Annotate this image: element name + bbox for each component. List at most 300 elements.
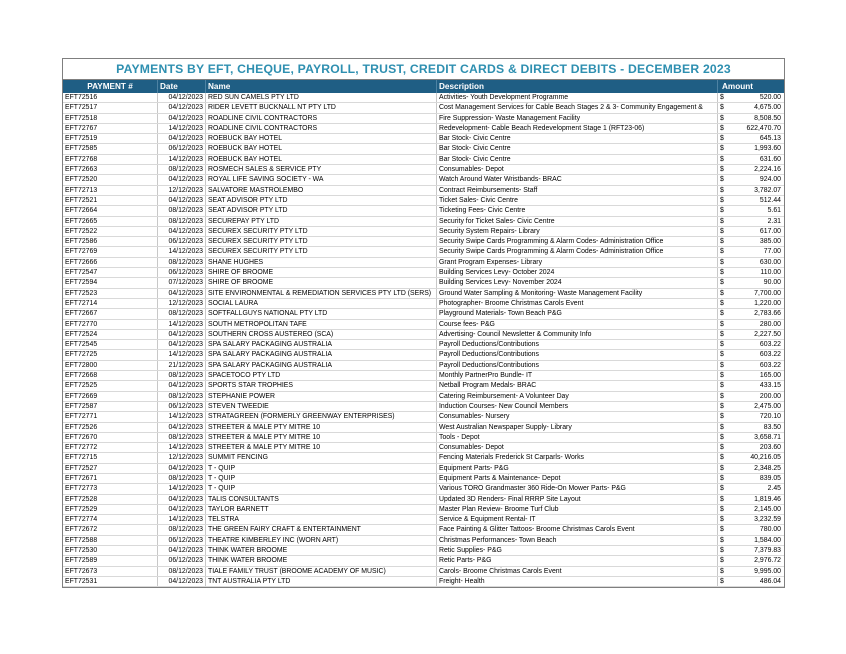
date-cell: 06/12/2023 bbox=[158, 144, 206, 153]
amount-cell bbox=[718, 144, 784, 153]
currency-symbol: $ bbox=[720, 547, 724, 555]
currency-symbol: $ bbox=[720, 464, 724, 472]
table-row bbox=[63, 196, 784, 206]
table-row bbox=[63, 206, 784, 216]
name-cell: SPA SALARY PACKAGING AUSTRALIA bbox=[206, 350, 437, 359]
payment-number-cell: EFT72770 bbox=[63, 320, 158, 329]
amount-cell bbox=[718, 423, 784, 432]
table-row bbox=[63, 340, 784, 350]
name-cell: RIDER LEVETT BUCKNALL NT PTY LTD bbox=[206, 103, 437, 112]
currency-symbol: $ bbox=[720, 279, 724, 287]
description-cell: Christmas Performances- Town Beach bbox=[437, 536, 718, 545]
amount-value: 280.00 bbox=[759, 320, 781, 328]
amount-value: 203.60 bbox=[759, 444, 781, 452]
name-cell: STRATAGREEN (FORMERLY GREENWAY ENTERPRISES) bbox=[206, 412, 437, 421]
currency-symbol: $ bbox=[720, 361, 724, 369]
description-cell: Payroll Deductions/Contributions bbox=[437, 340, 718, 349]
date-cell: 14/12/2023 bbox=[158, 515, 206, 524]
amount-cell bbox=[718, 381, 784, 390]
currency-symbol: $ bbox=[720, 238, 724, 246]
date-cell: 08/12/2023 bbox=[158, 258, 206, 267]
payment-number-cell: EFT72673 bbox=[63, 567, 158, 576]
table-row bbox=[63, 186, 784, 196]
name-cell: ROEBUCK BAY HOTEL bbox=[206, 155, 437, 164]
payment-number-cell: EFT72668 bbox=[63, 371, 158, 380]
name-cell: ROEBUCK BAY HOTEL bbox=[206, 134, 437, 143]
currency-symbol: $ bbox=[720, 526, 724, 534]
payment-number-cell: EFT72526 bbox=[63, 423, 158, 432]
currency-symbol: $ bbox=[720, 94, 724, 101]
amount-cell bbox=[718, 371, 784, 380]
currency-symbol: $ bbox=[720, 166, 724, 174]
name-cell: SALVATORE MASTROLEMBO bbox=[206, 186, 437, 195]
payment-number-cell: EFT72768 bbox=[63, 155, 158, 164]
amount-cell bbox=[718, 247, 784, 256]
table-row bbox=[63, 536, 784, 546]
description-cell: Retic Parts- P&G bbox=[437, 556, 718, 565]
currency-symbol: $ bbox=[720, 516, 724, 524]
description-cell: Course fees- P&G bbox=[437, 320, 718, 329]
amount-value: 90.00 bbox=[763, 279, 781, 287]
date-cell: 04/12/2023 bbox=[158, 114, 206, 123]
amount-value: 83.50 bbox=[763, 423, 781, 431]
description-cell: Security System Repairs- Library bbox=[437, 227, 718, 236]
table-row bbox=[63, 525, 784, 535]
amount-value: 2,976.72 bbox=[754, 557, 781, 565]
currency-symbol: $ bbox=[720, 299, 724, 307]
table-row bbox=[63, 320, 784, 330]
table-row bbox=[63, 114, 784, 124]
date-cell: 08/12/2023 bbox=[158, 474, 206, 483]
amount-value: 3,782.07 bbox=[754, 186, 781, 194]
date-cell: 04/12/2023 bbox=[158, 227, 206, 236]
date-cell: 14/12/2023 bbox=[158, 484, 206, 493]
amount-cell bbox=[718, 155, 784, 164]
amount-cell bbox=[718, 165, 784, 174]
date-cell: 08/12/2023 bbox=[158, 433, 206, 442]
header-name: Name bbox=[206, 80, 437, 93]
table-row bbox=[63, 484, 784, 494]
date-cell: 04/12/2023 bbox=[158, 464, 206, 473]
currency-symbol: $ bbox=[720, 269, 724, 277]
amount-cell bbox=[718, 196, 784, 205]
description-cell: Carols- Broome Christmas Carols Event bbox=[437, 567, 718, 576]
description-cell: Fire Suppression- Waste Management Facility bbox=[437, 114, 718, 123]
currency-symbol: $ bbox=[720, 135, 724, 143]
currency-symbol: $ bbox=[720, 351, 724, 359]
date-cell: 04/12/2023 bbox=[158, 423, 206, 432]
date-cell: 14/12/2023 bbox=[158, 443, 206, 452]
amount-cell bbox=[718, 124, 784, 133]
date-cell: 08/12/2023 bbox=[158, 206, 206, 215]
amount-value: 8,508.50 bbox=[754, 114, 781, 122]
table-row bbox=[63, 268, 784, 278]
name-cell: SPA SALARY PACKAGING AUSTRALIA bbox=[206, 361, 437, 370]
currency-symbol: $ bbox=[720, 536, 724, 544]
table-row bbox=[63, 247, 784, 257]
amount-value: 2.45 bbox=[767, 485, 781, 493]
date-cell: 14/12/2023 bbox=[158, 412, 206, 421]
name-cell: STREETER & MALE PTY MITRE 10 bbox=[206, 423, 437, 432]
description-cell: Induction Courses- New Council Members bbox=[437, 402, 718, 411]
amount-value: 7,700.00 bbox=[754, 289, 781, 297]
name-cell: SOFTFALLGUYS NATIONAL PTY LTD bbox=[206, 309, 437, 318]
amount-cell bbox=[718, 278, 784, 287]
amount-cell bbox=[718, 103, 784, 112]
table-row bbox=[63, 392, 784, 402]
name-cell: ROADLINE CIVIL CONTRACTORS bbox=[206, 124, 437, 133]
amount-cell bbox=[718, 453, 784, 462]
amount-value: 4,675.00 bbox=[754, 104, 781, 112]
currency-symbol: $ bbox=[720, 495, 724, 503]
date-cell: 08/12/2023 bbox=[158, 525, 206, 534]
table-row bbox=[63, 330, 784, 340]
amount-value: 2,348.25 bbox=[754, 464, 781, 472]
name-cell: TELSTRA bbox=[206, 515, 437, 524]
header-payment-number: PAYMENT # bbox=[63, 80, 158, 93]
currency-symbol: $ bbox=[720, 433, 724, 441]
amount-value: 2,227.50 bbox=[754, 330, 781, 338]
currency-symbol: $ bbox=[720, 196, 724, 204]
payment-number-cell: EFT72772 bbox=[63, 443, 158, 452]
date-cell: 04/12/2023 bbox=[158, 495, 206, 504]
payment-number-cell: EFT72670 bbox=[63, 433, 158, 442]
payment-number-cell: EFT72769 bbox=[63, 247, 158, 256]
name-cell: SHANE HUGHES bbox=[206, 258, 437, 267]
table-row bbox=[63, 144, 784, 154]
description-cell: West Australian Newspaper Supply- Library bbox=[437, 423, 718, 432]
name-cell: TAYLOR BARNETT bbox=[206, 505, 437, 514]
payment-number-cell: EFT72586 bbox=[63, 237, 158, 246]
table-row bbox=[63, 103, 784, 113]
amount-cell bbox=[718, 567, 784, 576]
amount-cell bbox=[718, 258, 784, 267]
date-cell: 14/12/2023 bbox=[158, 320, 206, 329]
name-cell: TALIS CONSULTANTS bbox=[206, 495, 437, 504]
name-cell: TNT AUSTRALIA PTY LTD bbox=[206, 577, 437, 586]
amount-cell bbox=[718, 289, 784, 298]
amount-cell bbox=[718, 536, 784, 545]
name-cell: SECUREPAY PTY LTD bbox=[206, 217, 437, 226]
description-cell: Consumables- Depot bbox=[437, 443, 718, 452]
name-cell: STREETER & MALE PTY MITRE 10 bbox=[206, 443, 437, 452]
date-cell: 06/12/2023 bbox=[158, 536, 206, 545]
amount-value: 1,993.60 bbox=[754, 145, 781, 153]
payment-number-cell: EFT72525 bbox=[63, 381, 158, 390]
table-row bbox=[63, 350, 784, 360]
amount-cell bbox=[718, 350, 784, 359]
name-cell: T - QUIP bbox=[206, 484, 437, 493]
date-cell: 04/12/2023 bbox=[158, 505, 206, 514]
description-cell: Consumables- Nursery bbox=[437, 412, 718, 421]
description-cell: Equipment Parts- P&G bbox=[437, 464, 718, 473]
amount-cell bbox=[718, 309, 784, 318]
payment-number-cell: EFT72666 bbox=[63, 258, 158, 267]
amount-cell bbox=[718, 474, 784, 483]
amount-cell bbox=[718, 237, 784, 246]
amount-value: 486.04 bbox=[759, 577, 781, 585]
currency-symbol: $ bbox=[720, 124, 724, 132]
payment-number-cell: EFT72529 bbox=[63, 505, 158, 514]
table-row bbox=[63, 124, 784, 134]
date-cell: 04/12/2023 bbox=[158, 103, 206, 112]
name-cell: T - QUIP bbox=[206, 464, 437, 473]
currency-symbol: $ bbox=[720, 207, 724, 215]
name-cell: RED SUN CAMELS PTY LTD bbox=[206, 93, 437, 102]
payment-number-cell: EFT72671 bbox=[63, 474, 158, 483]
currency-symbol: $ bbox=[720, 114, 724, 122]
date-cell: 07/12/2023 bbox=[158, 278, 206, 287]
amount-value: 433.15 bbox=[759, 382, 781, 390]
amount-value: 603.22 bbox=[759, 361, 781, 369]
description-cell: Updated 3D Renders- Final RRRP Site Layout bbox=[437, 495, 718, 504]
description-cell: Activities- Youth Development Programme bbox=[437, 93, 718, 102]
amount-value: 780.00 bbox=[759, 526, 781, 534]
currency-symbol: $ bbox=[720, 577, 724, 585]
payment-number-cell: EFT72665 bbox=[63, 217, 158, 226]
description-cell: Freight- Health bbox=[437, 577, 718, 586]
amount-value: 720.10 bbox=[759, 413, 781, 421]
currency-symbol: $ bbox=[720, 186, 724, 194]
payment-number-cell: EFT72521 bbox=[63, 196, 158, 205]
payment-number-cell: EFT72517 bbox=[63, 103, 158, 112]
name-cell: SHIRE OF BROOME bbox=[206, 278, 437, 287]
payment-number-cell: EFT72589 bbox=[63, 556, 158, 565]
payment-number-cell: EFT72523 bbox=[63, 289, 158, 298]
description-cell: Ticketing Fees- Civic Centre bbox=[437, 206, 718, 215]
date-cell: 04/12/2023 bbox=[158, 175, 206, 184]
amount-cell bbox=[718, 93, 784, 102]
amount-value: 5.61 bbox=[767, 207, 781, 215]
name-cell: SEAT ADVISOR PTY LTD bbox=[206, 196, 437, 205]
amount-value: 1,819.46 bbox=[754, 495, 781, 503]
currency-symbol: $ bbox=[720, 382, 724, 390]
table-row bbox=[63, 402, 784, 412]
amount-cell bbox=[718, 577, 784, 586]
name-cell: SOUTHERN CROSS AUSTEREO (SCA) bbox=[206, 330, 437, 339]
description-cell: Equipment Parts & Maintenance- Depot bbox=[437, 474, 718, 483]
date-cell: 04/12/2023 bbox=[158, 330, 206, 339]
date-cell: 14/12/2023 bbox=[158, 350, 206, 359]
amount-cell bbox=[718, 402, 784, 411]
payment-number-cell: EFT72519 bbox=[63, 134, 158, 143]
report-title: PAYMENTS BY EFT, CHEQUE, PAYROLL, TRUST, CREDIT CARDS & DIRECT DEBITS - DECEMBER 2023 bbox=[63, 59, 784, 80]
name-cell: T - QUIP bbox=[206, 474, 437, 483]
description-cell: Fencing Materials Frederick St Carparls- Works bbox=[437, 453, 718, 462]
date-cell: 12/12/2023 bbox=[158, 186, 206, 195]
currency-symbol: $ bbox=[720, 505, 724, 513]
date-cell: 08/12/2023 bbox=[158, 371, 206, 380]
payment-number-cell: EFT72530 bbox=[63, 546, 158, 555]
description-cell: Playground Materials- Town Beach P&G bbox=[437, 309, 718, 318]
description-cell: Contract Reimbursements- Staff bbox=[437, 186, 718, 195]
amount-cell bbox=[718, 505, 784, 514]
payment-number-cell: EFT72524 bbox=[63, 330, 158, 339]
currency-symbol: $ bbox=[720, 413, 724, 421]
description-cell: Bar Stock- Civic Centre bbox=[437, 144, 718, 153]
table-row bbox=[63, 371, 784, 381]
amount-value: 385.00 bbox=[759, 238, 781, 246]
currency-symbol: $ bbox=[720, 474, 724, 482]
description-cell: Cost Management Services for Cable Beach Stages 2 & 3- Community Engagement & bbox=[437, 103, 718, 112]
date-cell: 08/12/2023 bbox=[158, 217, 206, 226]
table-row bbox=[63, 381, 784, 391]
currency-symbol: $ bbox=[720, 372, 724, 380]
date-cell: 04/12/2023 bbox=[158, 93, 206, 102]
payment-number-cell: EFT72528 bbox=[63, 495, 158, 504]
name-cell: SOUTH METROPOLITAN TAFE bbox=[206, 320, 437, 329]
amount-cell bbox=[718, 443, 784, 452]
description-cell: Consumables- Depot bbox=[437, 165, 718, 174]
name-cell: SECUREX SECURITY PTY LTD bbox=[206, 237, 437, 246]
date-cell: 04/12/2023 bbox=[158, 577, 206, 586]
date-cell: 04/12/2023 bbox=[158, 196, 206, 205]
date-cell: 06/12/2023 bbox=[158, 402, 206, 411]
description-cell: Watch Around Water Wristbands- BRAC bbox=[437, 175, 718, 184]
table-row bbox=[63, 423, 784, 433]
date-cell: 08/12/2023 bbox=[158, 567, 206, 576]
currency-symbol: $ bbox=[720, 402, 724, 410]
amount-value: 3,658.71 bbox=[754, 433, 781, 441]
amount-cell bbox=[718, 464, 784, 473]
table-row bbox=[63, 217, 784, 227]
payment-number-cell: EFT72518 bbox=[63, 114, 158, 123]
date-cell: 08/12/2023 bbox=[158, 309, 206, 318]
amount-cell bbox=[718, 134, 784, 143]
amount-value: 512.44 bbox=[759, 196, 781, 204]
table-row bbox=[63, 546, 784, 556]
table-row bbox=[63, 134, 784, 144]
payment-number-cell: EFT72773 bbox=[63, 484, 158, 493]
name-cell: SECUREX SECURITY PTY LTD bbox=[206, 247, 437, 256]
name-cell: THEATRE KIMBERLEY INC (WORN ART) bbox=[206, 536, 437, 545]
amount-value: 2,224.16 bbox=[754, 166, 781, 174]
description-cell: Security Swipe Cards Programming & Alarm Codes- Administration Office bbox=[437, 247, 718, 256]
currency-symbol: $ bbox=[720, 104, 724, 112]
amount-value: 645.13 bbox=[759, 135, 781, 143]
amount-value: 165.00 bbox=[759, 372, 781, 380]
currency-symbol: $ bbox=[720, 454, 724, 462]
table-body bbox=[63, 93, 784, 587]
currency-symbol: $ bbox=[720, 320, 724, 328]
payment-number-cell: EFT72663 bbox=[63, 165, 158, 174]
payment-number-cell: EFT72669 bbox=[63, 392, 158, 401]
payment-number-cell: EFT72667 bbox=[63, 309, 158, 318]
amount-cell bbox=[718, 556, 784, 565]
amount-value: 603.22 bbox=[759, 341, 781, 349]
table-row bbox=[63, 227, 784, 237]
description-cell: Master Plan Review- Broome Turf Club bbox=[437, 505, 718, 514]
payment-number-cell: EFT72594 bbox=[63, 278, 158, 287]
amount-value: 631.60 bbox=[759, 155, 781, 163]
name-cell: ROADLINE CIVIL CONTRACTORS bbox=[206, 114, 437, 123]
description-cell: Monthly PartnerPro Bundle- IT bbox=[437, 371, 718, 380]
name-cell: SECUREX SECURITY PTY LTD bbox=[206, 227, 437, 236]
description-cell: Payroll Deductions/Contributions bbox=[437, 361, 718, 370]
table-row bbox=[63, 505, 784, 515]
amount-value: 839.05 bbox=[759, 474, 781, 482]
date-cell: 04/12/2023 bbox=[158, 340, 206, 349]
amount-value: 9,995.00 bbox=[754, 567, 781, 575]
header-amount: Amount bbox=[722, 82, 753, 91]
currency-symbol: $ bbox=[720, 258, 724, 266]
amount-value: 924.00 bbox=[759, 176, 781, 184]
payment-number-cell: EFT72585 bbox=[63, 144, 158, 153]
amount-value: 200.00 bbox=[759, 392, 781, 400]
payment-number-cell: EFT72714 bbox=[63, 299, 158, 308]
currency-symbol: $ bbox=[720, 444, 724, 452]
amount-cell bbox=[718, 186, 784, 195]
name-cell: ROYAL LIFE SAVING SOCIETY - WA bbox=[206, 175, 437, 184]
table-row bbox=[63, 567, 784, 577]
payment-number-cell: EFT72587 bbox=[63, 402, 158, 411]
amount-value: 603.22 bbox=[759, 351, 781, 359]
description-cell: Redevelopment- Cable Beach Redevelopment Stage 1 (RFT23-06) bbox=[437, 124, 718, 133]
table-row bbox=[63, 309, 784, 319]
currency-symbol: $ bbox=[720, 176, 724, 184]
name-cell: TIALE FAMILY TRUST (BROOME ACADEMY OF MUSIC) bbox=[206, 567, 437, 576]
amount-value: 3,232.59 bbox=[754, 516, 781, 524]
amount-cell bbox=[718, 175, 784, 184]
payment-number-cell: EFT72531 bbox=[63, 577, 158, 586]
date-cell: 04/12/2023 bbox=[158, 289, 206, 298]
name-cell: STEPHANIE POWER bbox=[206, 392, 437, 401]
amount-value: 7,379.83 bbox=[754, 547, 781, 555]
amount-cell bbox=[718, 412, 784, 421]
description-cell: Advertising- Council Newsletter & Community Info bbox=[437, 330, 718, 339]
amount-value: 2.31 bbox=[767, 217, 781, 225]
table-row bbox=[63, 412, 784, 422]
table-row bbox=[63, 464, 784, 474]
amount-cell bbox=[718, 217, 784, 226]
amount-value: 1,220.00 bbox=[754, 299, 781, 307]
table-row bbox=[63, 289, 784, 299]
payment-number-cell: EFT72672 bbox=[63, 525, 158, 534]
table-row bbox=[63, 495, 784, 505]
name-cell: SPA SALARY PACKAGING AUSTRALIA bbox=[206, 340, 437, 349]
table-row bbox=[63, 258, 784, 268]
payment-number-cell: EFT72767 bbox=[63, 124, 158, 133]
description-cell: Bar Stock- Civic Centre bbox=[437, 155, 718, 164]
name-cell: ROSMECH SALES & SERVICE PTY bbox=[206, 165, 437, 174]
name-cell: SITE ENVIRONMENTAL & REMEDIATION SERVICES PTY LTD (SERS) bbox=[206, 289, 437, 298]
table-row bbox=[63, 278, 784, 288]
table-row bbox=[63, 93, 784, 103]
amount-cell bbox=[718, 546, 784, 555]
amount-cell bbox=[718, 320, 784, 329]
amount-cell bbox=[718, 484, 784, 493]
payment-number-cell: EFT72520 bbox=[63, 175, 158, 184]
amount-cell bbox=[718, 268, 784, 277]
currency-symbol: $ bbox=[720, 155, 724, 163]
payments-table bbox=[62, 58, 785, 588]
currency-symbol: $ bbox=[720, 330, 724, 338]
currency-symbol: $ bbox=[720, 227, 724, 235]
payment-number-cell: EFT72522 bbox=[63, 227, 158, 236]
payment-number-cell: EFT72715 bbox=[63, 453, 158, 462]
amount-cell bbox=[718, 340, 784, 349]
table-row bbox=[63, 299, 784, 309]
name-cell: THINK WATER BROOME bbox=[206, 546, 437, 555]
description-cell: Photographer- Broome Christmas Carols Event bbox=[437, 299, 718, 308]
table-row bbox=[63, 515, 784, 525]
currency-symbol: $ bbox=[720, 557, 724, 565]
currency-symbol: $ bbox=[720, 217, 724, 225]
amount-cell bbox=[718, 525, 784, 534]
payment-number-cell: EFT72771 bbox=[63, 412, 158, 421]
currency-symbol: $ bbox=[720, 423, 724, 431]
amount-cell bbox=[718, 361, 784, 370]
